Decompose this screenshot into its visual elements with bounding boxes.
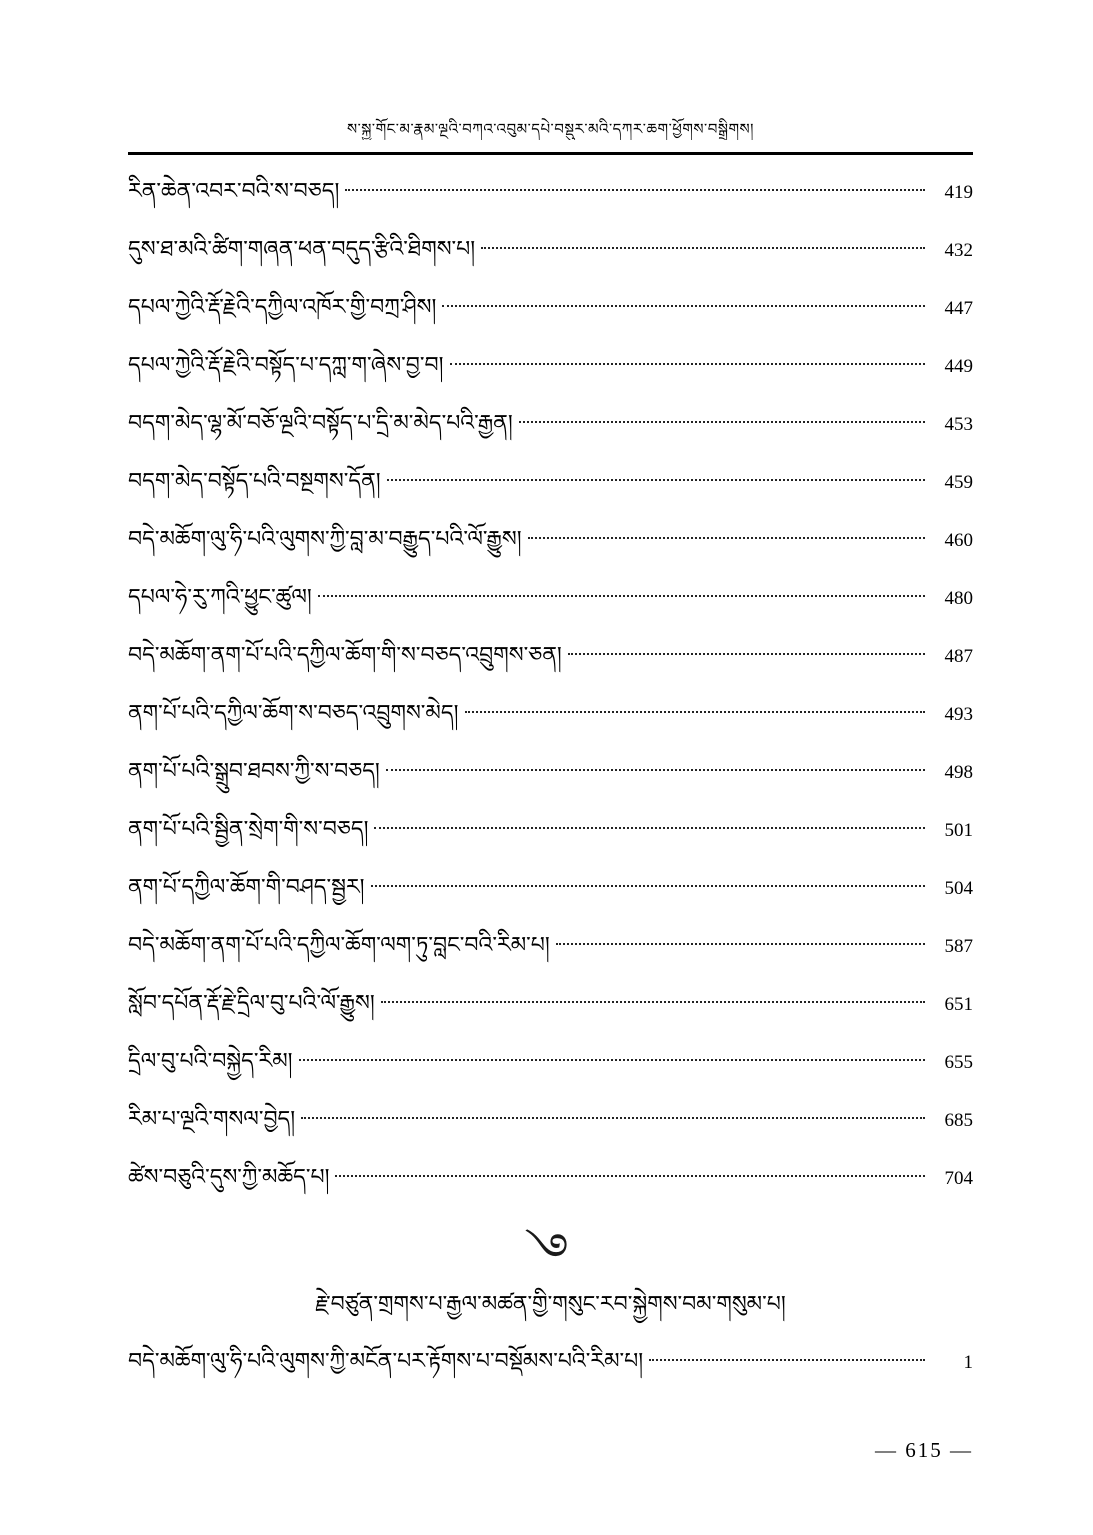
toc-entry[interactable] — [128, 233, 973, 291]
toc-entry-page: 460 — [944, 530, 973, 551]
table-of-contents — [128, 175, 973, 1219]
toc-entry-page: 447 — [944, 298, 973, 319]
toc-entry-title: བདག་མེད་ལྷ་མོ་བཅོ་ལྔའི་བསྟོད་པ་དྲི་མ་མེད་པའི་རྒྱན། — [128, 411, 513, 436]
running-header: ས་སྐྱ་གོང་མ་རྣམ་ལྔའི་བཀའ་འབུམ་དཔེ་བསྡུར་མའི་དཀར་ཆག་ཕྱོགས་བསྒྲིགས། — [347, 120, 754, 138]
toc-entry-page: 501 — [944, 820, 973, 841]
toc-entry[interactable] — [128, 755, 973, 813]
toc-entry-page: 480 — [944, 588, 973, 609]
toc-entry[interactable] — [128, 987, 973, 1045]
toc-entry-title: བདེ་མཆོག་ནག་པོ་པའི་དཀྱིལ་ཆོག་ལག་ཏུ་བླང་བའི་རིམ་པ། — [128, 933, 550, 958]
toc-entry[interactable] — [128, 1161, 973, 1219]
toc-leader-dots — [371, 885, 925, 887]
toc-entry-page: 453 — [944, 414, 973, 435]
toc-entry-title: ནག་པོ་དཀྱིལ་ཆོག་གི་བཤད་སྦྱར། — [128, 875, 365, 900]
toc-entry[interactable] — [128, 871, 973, 929]
page-number: — 615 — — [875, 1438, 973, 1462]
toc-entry-title: རིམ་པ་ལྔའི་གསལ་བྱེད། — [128, 1107, 296, 1132]
toc-entry[interactable] — [128, 581, 973, 639]
toc-entry-page: 655 — [944, 1052, 973, 1073]
section-heading: རྗེ་བཙུན་གྲགས་པ་རྒྱལ་མཚན་གྱི་གསུང་རབ་སྐྱེགས་བམ་གསུམ་པ། — [315, 1292, 786, 1317]
toc-leader-dots — [318, 595, 925, 597]
toc-entry[interactable] — [128, 291, 973, 349]
header-divider — [128, 152, 973, 155]
toc-entry-title: དཔལ་ཧེ་རུ་ཀའི་ཕྱུང་ཚུལ། — [128, 585, 312, 610]
toc-entry-page: 498 — [944, 762, 973, 783]
toc-entry[interactable] — [128, 813, 973, 871]
toc-entry-title: བདེ་མཆོག་ནག་པོ་པའི་དཀྱིལ་ཆོག་གི་ས་བཅད་འབྲུགས་ཅན། — [128, 643, 562, 668]
toc-leader-dots — [481, 247, 925, 249]
toc-entry-title: དཔལ་ཀྱེའི་རྡོ་རྗེའི་དཀྱིལ་འཁོར་གྱི་བཀྲ་ཤིས། — [128, 295, 437, 320]
toc-leader-dots — [649, 1359, 925, 1361]
toc-entry-title: བདེ་མཆོག་ལུ་ཧི་པའི་ལུགས་ཀྱི་མངོན་པར་རྟོགས་པ་བསྡོམས་པའི་རིམ་པ། — [128, 1349, 644, 1374]
toc-entry[interactable] — [128, 349, 973, 407]
toc-leader-dots — [528, 537, 925, 539]
toc-entry[interactable] — [128, 407, 973, 465]
toc-entry-page: 449 — [944, 356, 973, 377]
toc-leader-dots — [386, 769, 925, 771]
toc-entry-page: 432 — [944, 240, 973, 261]
toc-entry-title: ནག་པོ་པའི་སྒྲུབ་ཐབས་ཀྱི་ས་བཅད། — [128, 759, 380, 784]
toc-entry-page: 493 — [944, 704, 973, 725]
toc-entry[interactable] — [128, 523, 973, 581]
toc-entry-title: ནག་པོ་པའི་སྦྱིན་སྲེག་གི་ས་བཅད། — [128, 817, 369, 842]
toc-entry-page: 487 — [944, 646, 973, 667]
toc-entry-page: 459 — [944, 472, 973, 493]
toc-leader-dots — [345, 189, 925, 191]
toc-entry[interactable] — [128, 465, 973, 523]
toc-entry-title: རིན་ཆེན་འབར་བའི་ས་བཅད། — [128, 179, 340, 204]
toc-entry-title: དྲིལ་བུ་པའི་བསྐྱེད་རིམ། — [128, 1049, 293, 1074]
toc-entry-page: 685 — [944, 1110, 973, 1131]
toc-leader-dots — [556, 943, 925, 945]
toc-entry-title: བདག་མེད་བསྟོད་པའི་བསྔགས་དོན། — [128, 469, 381, 494]
toc-entry[interactable] — [128, 175, 973, 233]
toc-leader-dots — [374, 827, 925, 829]
toc-leader-dots — [442, 305, 925, 307]
toc-entry[interactable] — [128, 639, 973, 697]
toc-entry-title: དཔལ་ཀྱེའི་རྡོ་རྗེའི་བསྟོད་པ་དཀླ་ག་ཞེས་བྱ་བ། — [128, 353, 444, 378]
toc-entry-title: ཚེས་བཅུའི་དུས་ཀྱི་མཆོད་པ། — [128, 1165, 330, 1190]
toc-leader-dots — [387, 479, 925, 481]
toc-entry[interactable] — [128, 697, 973, 755]
toc-leader-dots — [381, 1001, 925, 1003]
toc-entry[interactable] — [128, 1103, 973, 1161]
toc-entry-title: སློབ་དཔོན་རྡོ་རྗེ་དྲིལ་བུ་པའི་ལོ་རྒྱུས། — [128, 991, 375, 1016]
toc-entry-page: 704 — [944, 1168, 973, 1189]
toc-leader-dots — [450, 363, 925, 365]
toc-entry-page: 651 — [944, 994, 973, 1015]
toc-entry[interactable] — [128, 929, 973, 987]
toc-entry-title: དུས་ཐ་མའི་ཚིག་གཞན་ཕན་བདུད་རྩིའི་ཐིགས་པ། — [128, 237, 476, 262]
toc-entry-title: ནག་པོ་པའི་དཀྱིལ་ཆོག་ས་བཅད་འབྲུགས་མེད། — [128, 701, 459, 726]
toc-entry[interactable] — [128, 1045, 973, 1103]
toc-entry[interactable] — [128, 1345, 973, 1403]
section-toc — [128, 1345, 973, 1403]
toc-leader-dots — [301, 1117, 925, 1119]
toc-entry-page: 504 — [944, 878, 973, 899]
toc-entry-page: 419 — [944, 182, 973, 203]
ornament-glyph: ࿓ — [524, 1223, 569, 1277]
toc-leader-dots — [299, 1059, 925, 1061]
toc-leader-dots — [465, 711, 926, 713]
toc-entry-title: བདེ་མཆོག་ལུ་ཧི་པའི་ལུགས་ཀྱི་བླ་མ་བརྒྱུད་པའི་ལོ་རྒྱུས། — [128, 527, 522, 552]
toc-entry-page: 1 — [963, 1352, 973, 1373]
toc-leader-dots — [519, 421, 925, 423]
toc-leader-dots — [568, 653, 925, 655]
toc-entry-page: 587 — [944, 936, 973, 957]
toc-leader-dots — [335, 1175, 925, 1177]
